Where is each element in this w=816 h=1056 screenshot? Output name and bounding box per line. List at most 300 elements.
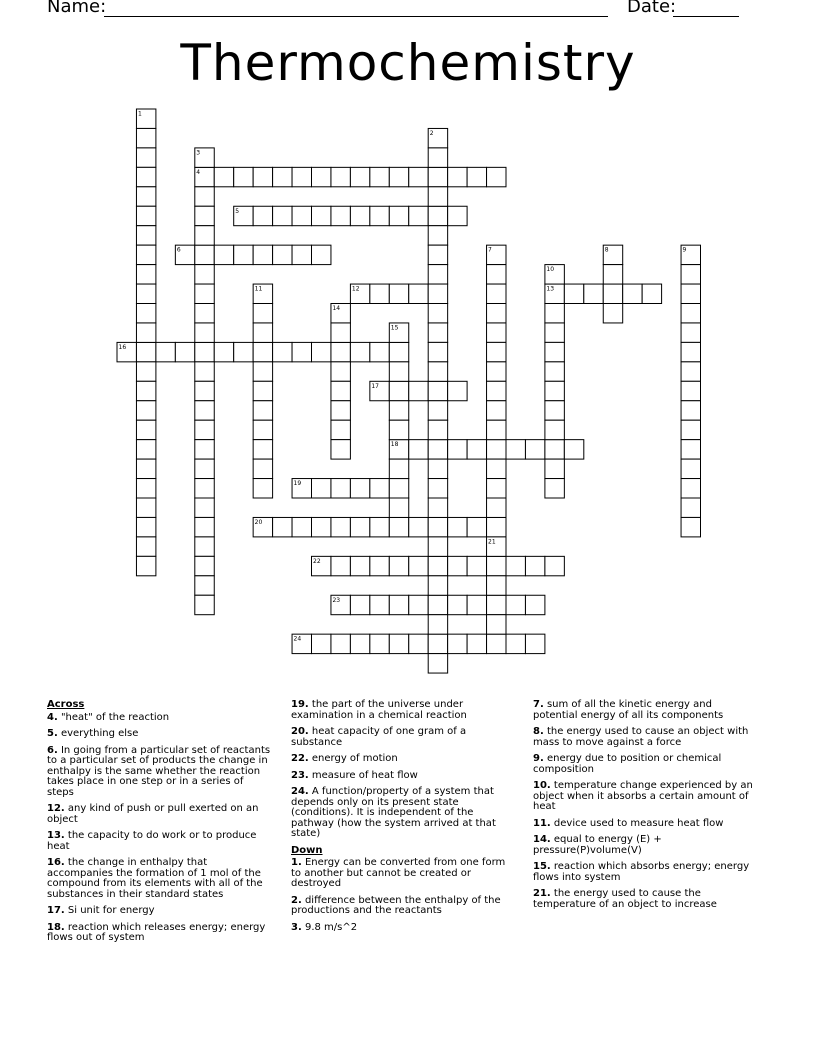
grid-cell[interactable]: [136, 226, 155, 245]
grid-cell[interactable]: [506, 595, 525, 614]
grid-cell[interactable]: [136, 167, 155, 186]
grid-cell[interactable]: [389, 206, 408, 225]
grid-cell[interactable]: [428, 654, 447, 673]
grid-cell[interactable]: [681, 265, 700, 284]
grid-cell[interactable]: [545, 556, 564, 575]
grid-cell[interactable]: [428, 401, 447, 420]
grid-cell[interactable]: [136, 362, 155, 381]
cell-number: 16: [118, 343, 127, 351]
cell-number: 24: [293, 635, 302, 643]
grid-cell[interactable]: [136, 479, 155, 498]
grid-cell[interactable]: [428, 167, 447, 186]
grid-cell[interactable]: [428, 304, 447, 323]
grid-cell[interactable]: [487, 265, 506, 284]
grid-cell[interactable]: [136, 556, 155, 575]
grid-cell[interactable]: [448, 595, 467, 614]
grid-cell[interactable]: [370, 556, 389, 575]
grid-cell[interactable]: [156, 342, 175, 361]
across-clue: [47, 858, 273, 900]
grid-cell[interactable]: [428, 148, 447, 167]
grid-cell[interactable]: [428, 479, 447, 498]
grid-cell[interactable]: [136, 420, 155, 439]
grid-cell[interactable]: [448, 517, 467, 536]
cell-number: 21: [488, 538, 496, 546]
grid-cell[interactable]: [428, 537, 447, 556]
grid-cell[interactable]: [389, 381, 408, 400]
grid-cell[interactable]: [467, 517, 486, 536]
grid-cell[interactable]: [195, 245, 214, 264]
grid-cell[interactable]: [195, 459, 214, 478]
grid-cell[interactable]: [331, 362, 350, 381]
grid-cell[interactable]: [195, 498, 214, 517]
grid-cell[interactable]: [506, 556, 525, 575]
down-clue: [533, 819, 759, 830]
grid-cell[interactable]: [545, 459, 564, 478]
across-clue: [47, 831, 273, 852]
grid-cell[interactable]: [312, 206, 331, 225]
grid-cell[interactable]: [487, 381, 506, 400]
grid-cell[interactable]: [195, 556, 214, 575]
grid-cell[interactable]: [487, 556, 506, 575]
grid-cell[interactable]: [525, 595, 544, 614]
grid-cell[interactable]: [195, 187, 214, 206]
cell-number: 19: [293, 480, 302, 488]
grid-cell[interactable]: [350, 634, 369, 653]
clue-number: 5.: [47, 728, 58, 739]
grid-cell[interactable]: [214, 167, 233, 186]
grid-cell[interactable]: [195, 595, 214, 614]
grid-cell[interactable]: [487, 595, 506, 614]
grid-cell[interactable]: [253, 479, 272, 498]
grid-cell[interactable]: [603, 304, 622, 323]
grid-cell[interactable]: [331, 401, 350, 420]
grid-cell[interactable]: [195, 517, 214, 536]
grid-cell[interactable]: [545, 420, 564, 439]
down-clue: [533, 835, 759, 856]
clue-text: the energy used to cause an object with mass to move against a force: [533, 726, 749, 748]
grid-cell[interactable]: [642, 284, 661, 303]
grid-cell[interactable]: [370, 595, 389, 614]
grid-cell[interactable]: [273, 206, 292, 225]
grid-cell[interactable]: [136, 459, 155, 478]
across-clue: [47, 906, 273, 917]
grid-cell[interactable]: [525, 440, 544, 459]
grid-cell[interactable]: [681, 323, 700, 342]
grid-cell[interactable]: [428, 265, 447, 284]
grid-cell[interactable]: [681, 401, 700, 420]
grid-cell[interactable]: [292, 245, 311, 264]
page-title: Thermochemistry: [180, 34, 636, 92]
grid-cell[interactable]: [195, 226, 214, 245]
grid-cell[interactable]: [409, 284, 428, 303]
clue-number: 20.: [291, 726, 309, 737]
grid-cell[interactable]: [487, 440, 506, 459]
clue-text: difference between the enthalpy of the productions and the reactants: [291, 894, 501, 916]
grid-cell[interactable]: [623, 284, 642, 303]
grid-cell[interactable]: [370, 284, 389, 303]
grid-cell[interactable]: [195, 304, 214, 323]
grid-cell[interactable]: [331, 420, 350, 439]
grid-cell[interactable]: [370, 634, 389, 653]
grid-cell[interactable]: [312, 479, 331, 498]
grid-cell[interactable]: [253, 304, 272, 323]
grid-cell[interactable]: [273, 167, 292, 186]
grid-cell[interactable]: [253, 206, 272, 225]
grid-cell[interactable]: [428, 362, 447, 381]
grid-cell[interactable]: [409, 206, 428, 225]
grid-cell[interactable]: [389, 459, 408, 478]
cell-number: 1: [137, 110, 142, 118]
grid-cell[interactable]: [370, 517, 389, 536]
name-label: Name:: [47, 0, 107, 17]
grid-cell[interactable]: [409, 167, 428, 186]
grid-cell[interactable]: [487, 517, 506, 536]
grid-cell[interactable]: [350, 556, 369, 575]
grid-cell[interactable]: [389, 420, 408, 439]
grid-cell[interactable]: [312, 342, 331, 361]
grid-cell[interactable]: [136, 381, 155, 400]
grid-cell[interactable]: [312, 167, 331, 186]
grid-cell[interactable]: [331, 342, 350, 361]
grid-cell[interactable]: [273, 342, 292, 361]
grid-cell[interactable]: [195, 479, 214, 498]
grid-cell[interactable]: [428, 576, 447, 595]
clue-text: reaction which absorbs energy; energy flows into system: [533, 861, 750, 883]
date-label: Date:: [627, 0, 677, 17]
clue-text: measure of heat flow: [311, 769, 418, 781]
grid-cell[interactable]: [292, 517, 311, 536]
grid-cell[interactable]: [253, 245, 272, 264]
down-heading: Down: [291, 844, 323, 856]
grid-cell[interactable]: [428, 323, 447, 342]
grid-cell[interactable]: [195, 323, 214, 342]
grid-cell[interactable]: [467, 595, 486, 614]
grid-cell[interactable]: [389, 517, 408, 536]
clue-text: heat capacity of one gram of a substance: [291, 726, 467, 748]
grid-cell[interactable]: [292, 342, 311, 361]
grid-cell[interactable]: [370, 342, 389, 361]
grid-cell[interactable]: [467, 634, 486, 653]
grid-cell[interactable]: [136, 148, 155, 167]
clue-number: 21.: [533, 888, 551, 899]
grid-cell[interactable]: [214, 245, 233, 264]
grid-cell[interactable]: [545, 323, 564, 342]
grid-cell[interactable]: [389, 401, 408, 420]
grid-cell[interactable]: [195, 206, 214, 225]
grid-cell[interactable]: [331, 206, 350, 225]
grid-cell[interactable]: [350, 206, 369, 225]
grid-cell[interactable]: [428, 517, 447, 536]
grid-cell[interactable]: [136, 517, 155, 536]
grid-cell[interactable]: [545, 479, 564, 498]
clue-number: 13.: [47, 830, 65, 841]
cell-number: 17: [371, 382, 379, 390]
grid-cell[interactable]: [331, 167, 350, 186]
grid-cell[interactable]: [253, 440, 272, 459]
grid-cell[interactable]: [487, 576, 506, 595]
grid-cell[interactable]: [409, 517, 428, 536]
grid-cell[interactable]: [136, 304, 155, 323]
grid-cell[interactable]: [273, 245, 292, 264]
grid-cell[interactable]: [487, 362, 506, 381]
grid-cell[interactable]: [389, 342, 408, 361]
grid-cell[interactable]: [681, 304, 700, 323]
grid-cell[interactable]: [234, 167, 253, 186]
grid-cell[interactable]: [487, 420, 506, 439]
grid-cell[interactable]: [545, 362, 564, 381]
grid-cell[interactable]: [350, 595, 369, 614]
grid-cell[interactable]: [195, 537, 214, 556]
grid-cell[interactable]: [506, 634, 525, 653]
grid-cell[interactable]: [487, 479, 506, 498]
clue-number: 19.: [291, 699, 309, 710]
grid-cell[interactable]: [487, 342, 506, 361]
cell-number: 4: [196, 168, 201, 176]
grid-cell[interactable]: [389, 167, 408, 186]
grid-cell[interactable]: [389, 284, 408, 303]
clue-number: 11.: [533, 817, 551, 829]
clue-number: 10.: [533, 780, 551, 791]
grid-cell[interactable]: [409, 556, 428, 575]
grid-cell[interactable]: [467, 167, 486, 186]
grid-cell[interactable]: [389, 634, 408, 653]
grid-cell[interactable]: [409, 595, 428, 614]
grid-cell[interactable]: [331, 517, 350, 536]
grid-cell[interactable]: [292, 167, 311, 186]
clue-text: 9.8 m/s^2: [304, 921, 358, 933]
grid-cell[interactable]: [253, 381, 272, 400]
grid-cell[interactable]: [253, 459, 272, 478]
grid-cell[interactable]: [487, 634, 506, 653]
grid-cell[interactable]: [487, 284, 506, 303]
down-clue: [291, 923, 515, 934]
grid-cell[interactable]: [136, 537, 155, 556]
grid-cell[interactable]: [487, 615, 506, 634]
grid-cell[interactable]: [428, 498, 447, 517]
grid-cell[interactable]: [253, 167, 272, 186]
grid-cell[interactable]: [389, 479, 408, 498]
clue-text: In going from a particular set of reactants to a particular set of products the change in enthalpy is the same whether the reaction takes place in one step or in a series of steps: [47, 744, 271, 798]
grid-cell[interactable]: [195, 362, 214, 381]
cell-number: 3: [196, 149, 201, 157]
clue-text: the capacity to do work or to produce heat: [47, 830, 257, 852]
grid-cell[interactable]: [545, 342, 564, 361]
clue-number: 14.: [533, 834, 551, 845]
grid-cell[interactable]: [370, 479, 389, 498]
grid-cell[interactable]: [136, 265, 155, 284]
grid-cell[interactable]: [350, 342, 369, 361]
clue-number: 16.: [47, 857, 65, 868]
grid-cell[interactable]: [195, 401, 214, 420]
grid-cell[interactable]: [428, 284, 447, 303]
grid-cell[interactable]: [312, 634, 331, 653]
grid-cell[interactable]: [331, 323, 350, 342]
grid-cell[interactable]: [428, 615, 447, 634]
grid-cell[interactable]: [525, 556, 544, 575]
grid-cell[interactable]: [428, 342, 447, 361]
grid-cell[interactable]: [428, 634, 447, 653]
grid-cell[interactable]: [136, 284, 155, 303]
clue-text: everything else: [60, 728, 139, 739]
grid-cell[interactable]: [448, 381, 467, 400]
across-clue: [291, 787, 515, 840]
grid-cell[interactable]: [234, 245, 253, 264]
grid-cell[interactable]: [331, 381, 350, 400]
grid-cell[interactable]: [487, 401, 506, 420]
clue-number: 6.: [47, 744, 58, 756]
grid-cell[interactable]: [428, 595, 447, 614]
across-clue: [291, 700, 515, 721]
grid-cell[interactable]: [448, 167, 467, 186]
clue-number: 8.: [533, 726, 544, 737]
grid-cell[interactable]: [214, 342, 233, 361]
grid-cell[interactable]: [603, 284, 622, 303]
grid-cell[interactable]: [253, 323, 272, 342]
grid-cell[interactable]: [545, 440, 564, 459]
grid-cell[interactable]: [350, 167, 369, 186]
grid-cell[interactable]: [428, 245, 447, 264]
grid-cell[interactable]: [681, 459, 700, 478]
grid-cell[interactable]: [681, 381, 700, 400]
grid-cell[interactable]: [428, 440, 447, 459]
clue-number: 7.: [533, 699, 544, 710]
grid-cell[interactable]: [273, 517, 292, 536]
grid-cell[interactable]: [428, 381, 447, 400]
across-clue: [47, 729, 273, 740]
grid-cell[interactable]: [409, 440, 428, 459]
grid-cell[interactable]: [136, 323, 155, 342]
grid-cell[interactable]: [195, 420, 214, 439]
grid-cell[interactable]: [253, 420, 272, 439]
grid-cell[interactable]: [136, 128, 155, 147]
grid-cell[interactable]: [136, 206, 155, 225]
grid-cell[interactable]: [545, 381, 564, 400]
grid-cell[interactable]: [253, 342, 272, 361]
across-clue: [291, 771, 515, 782]
down-clue: [533, 862, 759, 883]
grid-cell[interactable]: [253, 362, 272, 381]
grid-cell[interactable]: [681, 498, 700, 517]
grid-cell[interactable]: [331, 634, 350, 653]
grid-cell[interactable]: [545, 304, 564, 323]
grid-cell[interactable]: [428, 206, 447, 225]
grid-cell[interactable]: [448, 206, 467, 225]
grid-cell[interactable]: [487, 459, 506, 478]
grid-cell[interactable]: [312, 517, 331, 536]
grid-cell[interactable]: [175, 342, 194, 361]
grid-cell[interactable]: [389, 556, 408, 575]
grid-cell[interactable]: [234, 342, 253, 361]
clue-number: 4.: [47, 711, 58, 723]
grid-cell[interactable]: [681, 284, 700, 303]
grid-cell[interactable]: [487, 323, 506, 342]
grid-cell[interactable]: [195, 265, 214, 284]
grid-cell[interactable]: [389, 362, 408, 381]
grid-cell[interactable]: [409, 381, 428, 400]
clue-number: 9.: [533, 753, 544, 764]
clue-text: sum of all the kinetic energy and potential energy of all its components: [533, 699, 724, 721]
grid-cell[interactable]: [603, 265, 622, 284]
grid-cell[interactable]: [136, 440, 155, 459]
grid-cell[interactable]: [681, 517, 700, 536]
clue-number: 2.: [291, 894, 302, 906]
grid-cell[interactable]: [487, 167, 506, 186]
grid-cell[interactable]: [467, 440, 486, 459]
grid-cell[interactable]: [409, 634, 428, 653]
grid-cell[interactable]: [331, 556, 350, 575]
grid-cell[interactable]: [292, 206, 311, 225]
grid-cell[interactable]: [681, 362, 700, 381]
grid-cell[interactable]: [448, 440, 467, 459]
grid-cell[interactable]: [331, 440, 350, 459]
grid-cell[interactable]: [681, 440, 700, 459]
grid-cell[interactable]: [370, 167, 389, 186]
grid-cell[interactable]: [136, 342, 155, 361]
down-clue: [533, 754, 759, 775]
grid-cell[interactable]: [428, 459, 447, 478]
grid-cell[interactable]: [195, 576, 214, 595]
grid-cell[interactable]: [312, 245, 331, 264]
grid-cell[interactable]: [448, 634, 467, 653]
grid-cell[interactable]: [681, 479, 700, 498]
grid-cell[interactable]: [584, 284, 603, 303]
grid-cell[interactable]: [428, 187, 447, 206]
grid-cell[interactable]: [195, 381, 214, 400]
grid-cell[interactable]: [564, 284, 583, 303]
grid-cell[interactable]: [564, 440, 583, 459]
cell-number: 10: [546, 266, 555, 274]
grid-cell[interactable]: [136, 245, 155, 264]
grid-cell[interactable]: [136, 401, 155, 420]
grid-cell[interactable]: [195, 284, 214, 303]
grid-cell[interactable]: [448, 556, 467, 575]
grid-cell[interactable]: [428, 420, 447, 439]
grid-cell[interactable]: [487, 304, 506, 323]
down-clue: [291, 896, 515, 917]
grid-cell[interactable]: [195, 342, 214, 361]
grid-cell[interactable]: [487, 498, 506, 517]
grid-cell[interactable]: [253, 401, 272, 420]
grid-cell[interactable]: [195, 440, 214, 459]
cell-number: 6: [176, 246, 181, 254]
clue-text: any kind of push or pull exerted on an object: [47, 803, 259, 825]
down-clue: [533, 889, 759, 910]
grid-cell[interactable]: [545, 401, 564, 420]
grid-cell[interactable]: [525, 634, 544, 653]
cell-number: 12: [351, 285, 360, 293]
grid-cell[interactable]: [389, 498, 408, 517]
grid-cell[interactable]: [681, 420, 700, 439]
grid-cell[interactable]: [389, 595, 408, 614]
grid-cell[interactable]: [136, 498, 155, 517]
grid-cell[interactable]: [467, 556, 486, 575]
grid-cell[interactable]: [428, 226, 447, 245]
grid-cell[interactable]: [681, 342, 700, 361]
grid-cell[interactable]: [331, 479, 350, 498]
across-clue: [47, 804, 273, 825]
clue-text: A function/property of a system that depends only on its present state (conditions). It is independent of the pathway (how the system arrived at that state): [291, 786, 496, 839]
down-clue: [533, 700, 759, 721]
grid-cell[interactable]: [350, 517, 369, 536]
clue-text: Energy can be converted from one form to another but cannot be created or destroyed: [291, 857, 506, 889]
across-clue: [291, 754, 515, 765]
grid-cell[interactable]: [506, 440, 525, 459]
grid-cell[interactable]: [136, 187, 155, 206]
clue-text: reaction which releases energy; energy flows out of system: [47, 921, 266, 943]
grid-cell[interactable]: [428, 556, 447, 575]
grid-cell[interactable]: [350, 479, 369, 498]
grid-cell[interactable]: [370, 206, 389, 225]
